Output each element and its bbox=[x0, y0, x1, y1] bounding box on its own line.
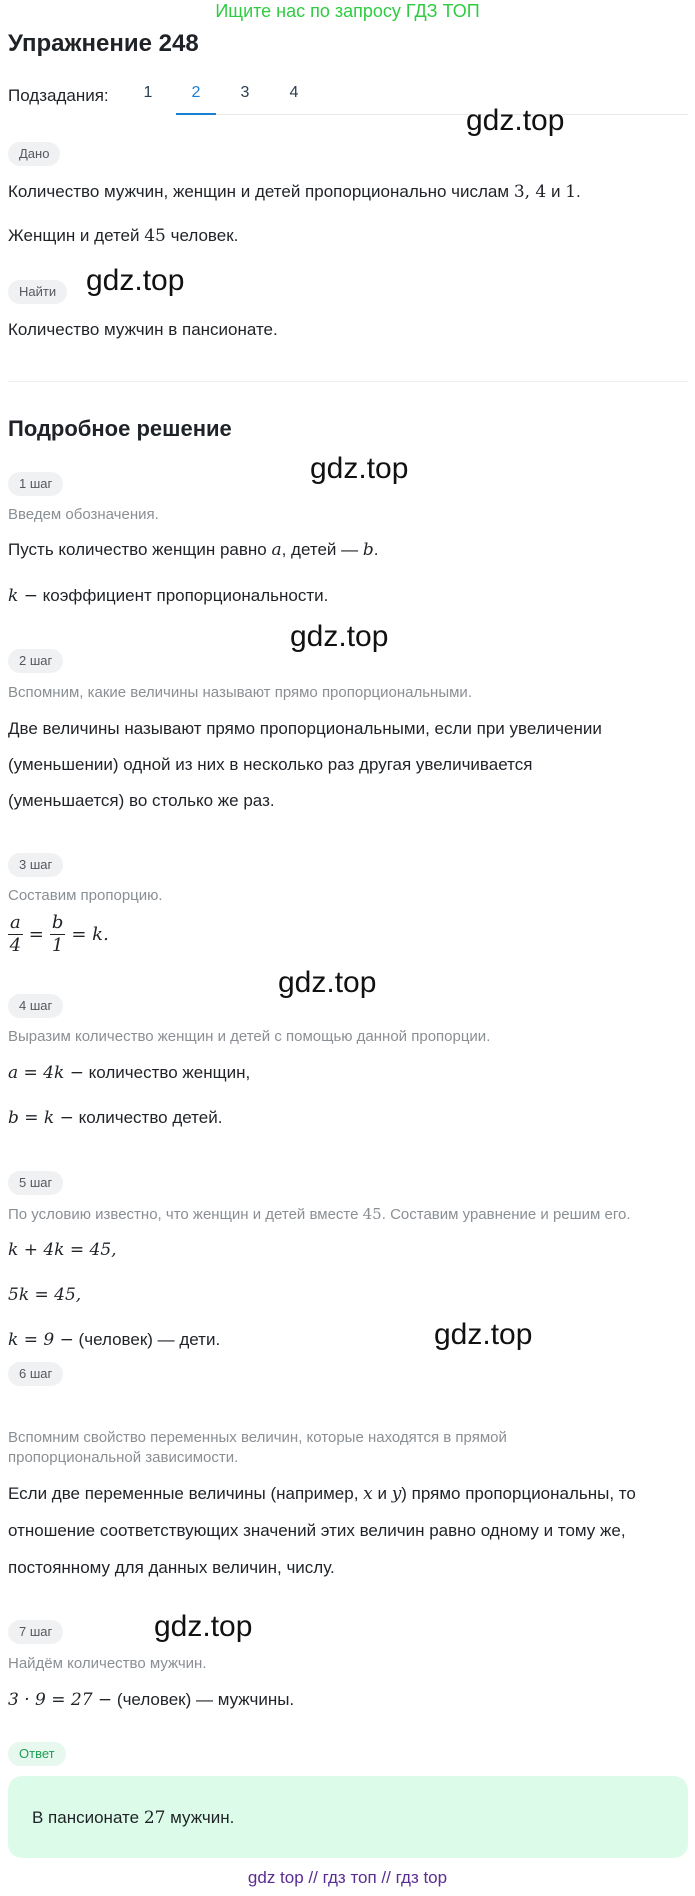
step-6-hint-2: пропорциональной зависимости. bbox=[8, 1449, 239, 1466]
step-1-pill: 1 шаг bbox=[8, 472, 63, 496]
given-pill: Дано bbox=[8, 142, 60, 166]
watermark: gdz.top bbox=[466, 104, 565, 137]
step-6-line-1: Если две переменные величины (например, x и y) прямо пропорциональны, то bbox=[8, 1484, 636, 1504]
step-5-line-2: 5k = 45, bbox=[8, 1285, 82, 1305]
tabs-divider bbox=[176, 114, 688, 115]
step-1-hint: Введем обозначения. bbox=[8, 506, 159, 523]
watermark: gdz.top bbox=[290, 620, 389, 653]
watermark: gdz.top bbox=[434, 1318, 533, 1351]
step-1-line-1: Пусть количество женщин равно a, детей — b. bbox=[8, 540, 379, 560]
find-pill: Найти bbox=[8, 280, 67, 304]
step-4-pill: 4 шаг bbox=[8, 994, 63, 1018]
find-text: Количество мужчин в пансионате. bbox=[8, 320, 278, 339]
watermark: gdz.top bbox=[278, 966, 377, 999]
step-4-line-2: b = k − количество детей. bbox=[8, 1108, 223, 1128]
step-7-line-1: 3 · 9 = 27 − (человек) — мужчины. bbox=[8, 1690, 295, 1710]
step-3-proportion: $\frac{a}{4}$ = $\frac{b}{1}$ = k. bbox=[9, 912, 109, 956]
answer-pill: Ответ bbox=[8, 1742, 66, 1766]
step-3-pill: 3 шаг bbox=[8, 853, 63, 877]
step-2-line-3: (уменьшается) во столько же раз. bbox=[8, 791, 275, 810]
tab-subtask-2[interactable]: 2 bbox=[191, 84, 201, 101]
step-2-hint: Вспомним, какие величины называют прямо пропорциональными. bbox=[8, 684, 472, 701]
subtasks-label: Подзадания: bbox=[8, 86, 109, 105]
search-banner: Ищите нас по запросу ГДЗ ТОП bbox=[215, 1, 480, 21]
page-title: Упражнение 248 bbox=[8, 30, 199, 57]
step-1-line-2: k − коэффициент пропорциональности. bbox=[8, 586, 329, 606]
watermark: gdz.top bbox=[86, 264, 185, 297]
step-2-line-1: Две величины называют прямо пропорциональными, если при увеличении bbox=[8, 719, 602, 738]
watermark: gdz.top bbox=[310, 452, 409, 485]
step-4-hint: Выразим количество женщин и детей с помощью данной пропорции. bbox=[8, 1028, 491, 1045]
step-2-line-2: (уменьшении) одной из них в несколько раз другая увеличивается bbox=[8, 755, 533, 774]
footer-links[interactable]: gdz top // гдз топ // гдз top bbox=[247, 1868, 448, 1887]
tab-subtask-3[interactable]: 3 bbox=[240, 84, 250, 101]
step-4-line-1: a = 4k − количество женщин, bbox=[8, 1063, 251, 1083]
step-3-hint: Составим пропорцию. bbox=[8, 887, 163, 904]
tab-subtask-1[interactable]: 1 bbox=[143, 84, 153, 101]
step-6-hint-1: Вспомним свойство переменных величин, которые находятся в прямой bbox=[8, 1429, 507, 1446]
step-5-line-1: k + 4k = 45, bbox=[8, 1240, 117, 1260]
step-2-pill: 2 шаг bbox=[8, 649, 63, 673]
step-5-pill: 5 шаг bbox=[8, 1171, 63, 1195]
given-line-1: Количество мужчин, женщин и детей пропорционально числам 3, 4 и 1. bbox=[8, 182, 581, 202]
step-6-line-2: отношение соответствующих значений этих величин равно одному и тому же, bbox=[8, 1521, 626, 1540]
step-7-pill: 7 шаг bbox=[8, 1620, 63, 1644]
watermark: gdz.top bbox=[154, 1610, 253, 1643]
solution-heading: Подробное решение bbox=[8, 416, 232, 441]
step-6-pill: 6 шаг bbox=[8, 1362, 63, 1386]
answer-text: В пансионате 27 мужчин. bbox=[32, 1808, 235, 1828]
section-divider bbox=[8, 381, 688, 382]
given-line-2: Женщин и детей 45 человек. bbox=[8, 226, 239, 246]
step-5-hint: По условию известно, что женщин и детей вместе 45. Составим уравнение и решим его. bbox=[8, 1205, 631, 1223]
step-7-hint: Найдём количество мужчин. bbox=[8, 1655, 207, 1672]
tab-subtask-4[interactable]: 4 bbox=[289, 84, 299, 101]
step-5-line-3: k = 9 − (человек) — дети. bbox=[8, 1330, 221, 1350]
step-6-line-3: постоянному для данных величин, числу. bbox=[8, 1558, 335, 1577]
active-tab-indicator bbox=[176, 113, 216, 115]
